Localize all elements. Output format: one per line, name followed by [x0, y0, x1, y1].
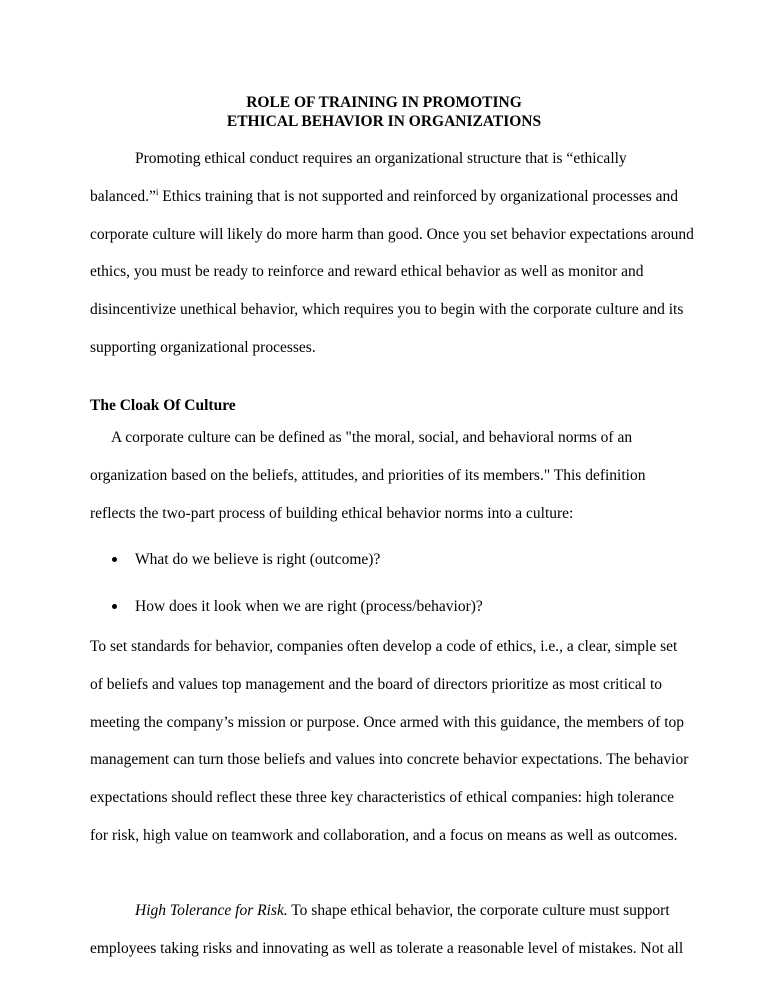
culture-paragraph: A corporate culture can be defined as "the moral, social, and behavioral norms of an organization based on the beliefs, attitudes, and priorities of its members." This definition reflects the two-part process of building ethical behavior norms into a culture: [90, 429, 646, 522]
document-title-line-2: ETHICAL BEHAVIOR IN ORGANIZATIONS [226, 113, 542, 130]
section-heading: The Cloak Of Culture [90, 397, 236, 414]
footnote-marker: i [155, 186, 159, 197]
risk-paragraph-body: To shape ethical behavior, the corporate culture must support employees taking risks and innovating as well as tolerate a reasonable level of mistakes. Not all [90, 902, 684, 957]
intro-paragraph [90, 140, 694, 367]
bullet-text: What do we believe is right (outcome)? [135, 551, 381, 568]
bullet-text: How does it look when we are right (process/behavior)? [135, 598, 483, 615]
intro-text-before-note: Promoting ethical conduct requires an organizational structure that is “ethically balanced.” [90, 150, 627, 205]
bullet-dot-icon [112, 557, 117, 562]
document-title-line-1: ROLE OF TRAINING IN PROMOTING [246, 94, 522, 111]
intro-text-after-note: Ethics training that is not supported and reinforced by organizational processes and corporate culture will likely do more harm than good. Once you set behavior expectations around ethics, you must be ready to reinforce and reward ethical behavior as well as monitor and disincentivize unethical behavior, which requires you to begin with the corporate culture and its supporting organizational processes. [90, 187, 694, 356]
standards-paragraph: To set standards for behavior, companies often develop a code of ethics, i.e., a clear, simple set of beliefs and values top management and the board of directors prioritize as most critical to meeting the company’s mission or purpose. Once armed with this guidance, the members of top management can turn those beliefs and values into concrete behavior expectations. The behavior expectations should reflect these three key characteristics of ethical companies: high tolerance for risk, high value on teamwork and collaboration, and a focus on means as well as outcomes. [90, 638, 689, 844]
bullet-dot-icon [112, 604, 117, 609]
risk-paragraph-lead: High Tolerance for Risk. [135, 902, 288, 919]
bullet-item [90, 541, 694, 579]
bullet-item [90, 588, 694, 626]
risk-paragraph [90, 892, 694, 968]
bullet-list [90, 541, 694, 626]
